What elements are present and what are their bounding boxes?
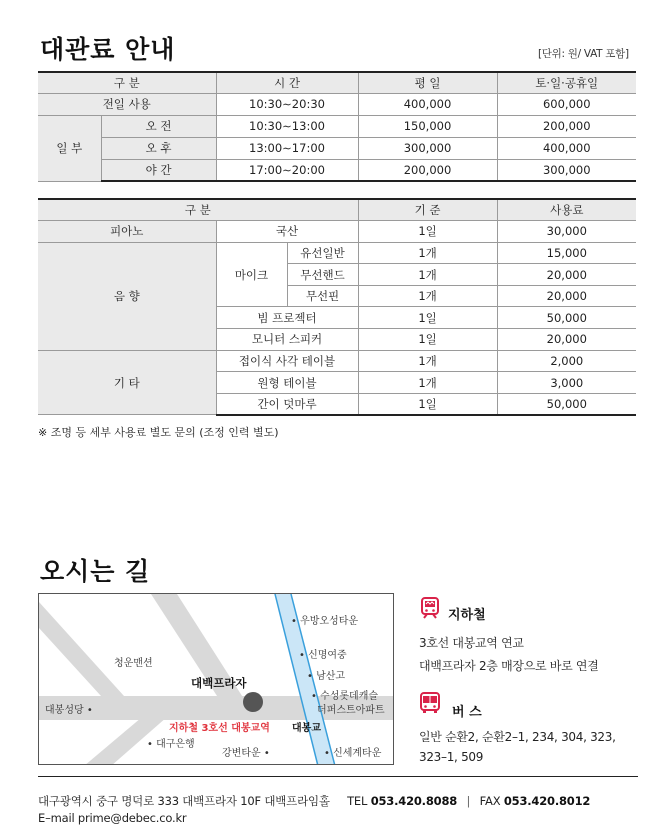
table-row	[38, 159, 636, 181]
map-label: 대봉성당 •	[45, 705, 93, 716]
item-cell: 원형 테이블	[216, 372, 358, 394]
item-cell: 국산	[216, 221, 358, 243]
header-cell: 구 분	[38, 199, 358, 221]
row-label: 전일 사용	[38, 93, 216, 115]
weekend-fee: 300,000	[497, 159, 636, 181]
map-label: • 수성롯데캐슬	[311, 691, 379, 702]
bus-title: 버 스	[452, 705, 482, 720]
basis-cell: 1개	[358, 350, 497, 372]
item-cell: 유선일반	[287, 242, 358, 264]
basis-cell: 1일	[358, 307, 497, 329]
location-map	[38, 593, 394, 765]
subway-icon	[419, 597, 441, 619]
fee-title: 대관료 안내	[40, 35, 176, 64]
tel-label: TEL	[347, 794, 368, 808]
item-cell: 무선핸드	[287, 264, 358, 286]
road-shape	[39, 602, 124, 696]
footer-divider	[38, 776, 638, 777]
table-row	[38, 137, 636, 159]
table-row	[38, 93, 636, 115]
basis-cell: 1개	[358, 264, 497, 286]
map-label-debec: 대백프라자	[191, 676, 247, 690]
map-label-subway-line: 지하철 3호선 대봉교역	[169, 723, 270, 734]
item-cell: 빔 프로젝터	[216, 307, 358, 329]
map-label: • 우방오성타운	[291, 616, 359, 627]
item-cell: 모니터 스피커	[216, 329, 358, 351]
header-cell: 평 일	[358, 72, 497, 93]
map-label: • 신세계타운	[324, 748, 382, 759]
map-label: 더퍼스트아파트	[317, 705, 385, 716]
table-row	[38, 242, 636, 264]
basis-cell: 1일	[358, 393, 497, 415]
fax-number: 053.420.8012	[503, 794, 591, 808]
table-row	[38, 350, 636, 372]
fax-label: FAX	[479, 794, 501, 808]
time-cell: 10:30∼13:00	[216, 115, 358, 137]
subway-title: 지하철	[448, 608, 486, 623]
weekday-fee: 200,000	[358, 159, 497, 181]
header-cell: 토·일·공휴일	[497, 72, 636, 93]
table-row	[38, 115, 636, 137]
basis-cell: 1개	[358, 242, 497, 264]
fee-cell: 50,000	[497, 307, 636, 329]
weekend-fee: 400,000	[497, 137, 636, 159]
header-cell: 기 준	[358, 199, 497, 221]
table-header-row	[38, 72, 636, 93]
subway-line-2: 대백프라자 2층 매장으로 바로 연결	[419, 659, 599, 673]
row-label: 오 후	[101, 137, 216, 159]
footer-address: 대구광역시 중구 명덕로 333 대백프라자 10F 대백프라임홀	[38, 794, 330, 808]
fee-cell: 2,000	[497, 350, 636, 372]
row-group-label: 일 부	[38, 115, 101, 181]
weekday-fee: 150,000	[358, 115, 497, 137]
time-cell: 10:30∼20:30	[216, 93, 358, 115]
row-group-label: 음 향	[38, 242, 216, 350]
basis-cell: 1개	[358, 372, 497, 394]
fee-cell: 20,000	[497, 285, 636, 307]
bus-icon	[419, 692, 441, 714]
subway-line-1: 3호선 대봉교역 연교	[419, 636, 524, 650]
table-row	[38, 221, 636, 243]
row-label: 야 간	[101, 159, 216, 181]
time-cell: 13:00∼17:00	[216, 137, 358, 159]
fee-footnote: ※ 조명 등 세부 사용료 별도 문의 (조정 인력 별도)	[38, 426, 279, 439]
fee-cell: 3,000	[497, 372, 636, 394]
directions-title: 오시는 길	[40, 557, 151, 586]
basis-cell: 1일	[358, 221, 497, 243]
fee-cell: 30,000	[497, 221, 636, 243]
weekend-fee: 200,000	[497, 115, 636, 137]
item-cell: 무선핀	[287, 285, 358, 307]
bus-line-1: 일반 순환2, 순환2–1, 234, 304, 323,	[419, 730, 616, 744]
map-label: • 신명여중	[299, 650, 347, 661]
header-cell: 시 간	[216, 72, 358, 93]
map-label: 강변타운 •	[222, 748, 270, 759]
item-cell: 접이식 사각 테이블	[216, 350, 358, 372]
row-group-label: 기 타	[38, 350, 216, 415]
map-label: • 대구은행	[147, 739, 195, 750]
item-cell: 간이 덧마루	[216, 393, 358, 415]
tel-number: 053.420.8088	[370, 794, 458, 808]
fee-cell: 15,000	[497, 242, 636, 264]
bus-line-2: 323–1, 509	[419, 750, 484, 764]
row-group-label: 피아노	[38, 221, 216, 243]
row-label: 오 전	[101, 115, 216, 137]
fee-cell: 20,000	[497, 329, 636, 351]
footer-contact	[38, 793, 590, 809]
map-label: • 남산고	[307, 671, 346, 682]
table-header-row	[38, 199, 636, 221]
footer-email: E–mail prime@debec.co.kr	[38, 811, 187, 825]
weekend-fee: 600,000	[497, 93, 636, 115]
basis-cell: 1개	[358, 285, 497, 307]
header-cell: 사용료	[497, 199, 636, 221]
contact-divider: |	[466, 794, 471, 808]
equipment-table	[38, 198, 636, 416]
fee-table	[38, 71, 636, 182]
unit-note: [단위: 원/ VAT 포함]	[538, 48, 629, 60]
weekday-fee: 400,000	[358, 93, 497, 115]
header-cell: 구 분	[38, 72, 216, 93]
basis-cell: 1일	[358, 329, 497, 351]
mic-label: 마이크	[216, 242, 287, 307]
time-cell: 17:00∼20:00	[216, 159, 358, 181]
map-label: 청운맨션	[114, 658, 153, 669]
location-marker	[243, 692, 263, 712]
fee-cell: 50,000	[497, 393, 636, 415]
map-label: 대봉교	[292, 723, 321, 734]
weekday-fee: 300,000	[358, 137, 497, 159]
fee-cell: 20,000	[497, 264, 636, 286]
